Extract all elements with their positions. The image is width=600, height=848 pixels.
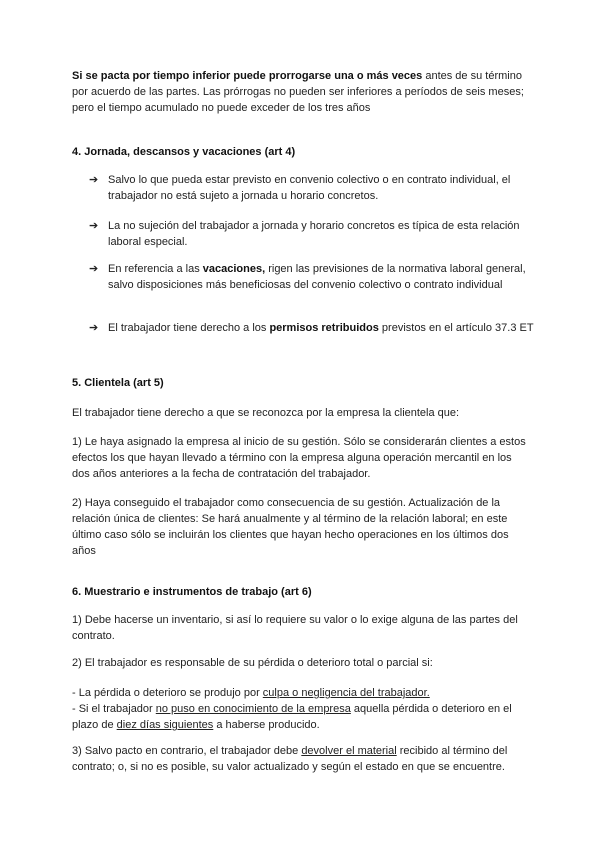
section-4-heading: 4. Jornada, descansos y vacaciones (art 4) — [72, 146, 296, 158]
bullet-text: Salvo lo que pueda estar previsto en convenio colectivo o en contrato individual, el trabajador no está sujeto a jornada u horario concretos. — [108, 174, 511, 202]
section-6-paragraph-2: 2) El trabajador es responsable de su pérdida o deterioro total o parcial si: — [72, 657, 433, 669]
arrow-icon: ➔ — [89, 263, 99, 275]
permisos-bold: permisos retribuidos — [269, 322, 379, 334]
section-5-paragraph-3: 2) Haya conseguido el trabajador como consecuencia de su gestión. Actualización de la relación única de clientes: Se hará anualmente y al término de la relación laboral; en este último caso sólo se incluirán los clientes que hayan hecho operaciones en los últimos dos años — [72, 497, 509, 557]
list-item-2-mid: aquella pérdida o deterioro en el plazo de — [72, 703, 512, 731]
list-item-2-underline-2: diez días siguientes — [116, 719, 214, 731]
bullet-text-post: rigen las previsiones de la normativa laboral general, salvo disposiciones más beneficiosas del convenio colectivo o contrato individual — [108, 263, 526, 291]
bullet-text: La no sujeción del trabajador a jornada y horario concretos es típica de esta relación laboral especial. — [108, 220, 520, 248]
arrow-icon: ➔ — [89, 174, 99, 186]
section-5-paragraph-1: El trabajador tiene derecho a que se reconozca por la empresa la clientela que: — [72, 407, 460, 419]
list-item-1-pre: - La pérdida o deterioro se produjo por — [72, 687, 263, 699]
section-4-bullet-2 — [89, 218, 548, 250]
section-6-paragraph-3 — [72, 743, 527, 775]
section-5-heading: 5. Clientela (art 5) — [72, 377, 164, 389]
section-6-heading: 6. Muestrario e instrumentos de trabajo (art 6) — [72, 586, 312, 598]
p3-underline: devolver el material — [301, 745, 397, 757]
arrow-icon: ➔ — [89, 220, 99, 232]
section-4-bullet-3 — [89, 261, 548, 293]
section-5-paragraph-2: 1) Le haya asignado la empresa al inicio de su gestión. Sólo se considerarán clientes a estos efectos los que hayan llevado a término con la empresa alguna operación mercantil en los dos años anteriores a la fecha de contratación del trabajador. — [72, 436, 526, 480]
list-item-2-underline-1: no puso en conocimiento de la empresa — [155, 703, 351, 715]
p3-pre: 3) Salvo pacto en contrario, el trabajador debe — [72, 745, 302, 757]
section-4-bullet-4 — [89, 320, 548, 336]
p3-post: recibido al término del contrato; o, si no es posible, su valor actualizado y según el estado en que se encuentre. — [72, 745, 508, 773]
list-item-1-underline: culpa o negligencia del trabajador. — [262, 687, 430, 699]
section-6-paragraph-1: 1) Debe hacerse un inventario, si así lo requiere su valor o lo exige alguna de las partes del contrato. — [72, 614, 518, 642]
intro-rest: antes de su término por acuerdo de las partes. Las prórrogas no pueden ser inferiores a períodos de seis meses; pero el tiempo acumulado no puede exceder de los tres años — [72, 70, 524, 114]
bullet-text-pre: En referencia a las — [108, 263, 203, 275]
section-4-bullet-1 — [89, 172, 548, 204]
section-6-list — [72, 685, 527, 733]
bullet-text-post: previstos en el artículo 37.3 ET — [378, 322, 534, 334]
bullet-text-pre: El trabajador tiene derecho a los — [108, 322, 270, 334]
list-item-2-pre: - Si el trabajador — [72, 703, 156, 715]
intro-paragraph — [72, 68, 527, 116]
intro-bold: Si se pacta por tiempo inferior puede prorrogarse una o más veces — [72, 70, 423, 82]
vacaciones-bold: vacaciones, — [202, 263, 266, 275]
arrow-icon: ➔ — [89, 322, 99, 334]
list-item-2-post: a haberse producido. — [213, 719, 320, 731]
